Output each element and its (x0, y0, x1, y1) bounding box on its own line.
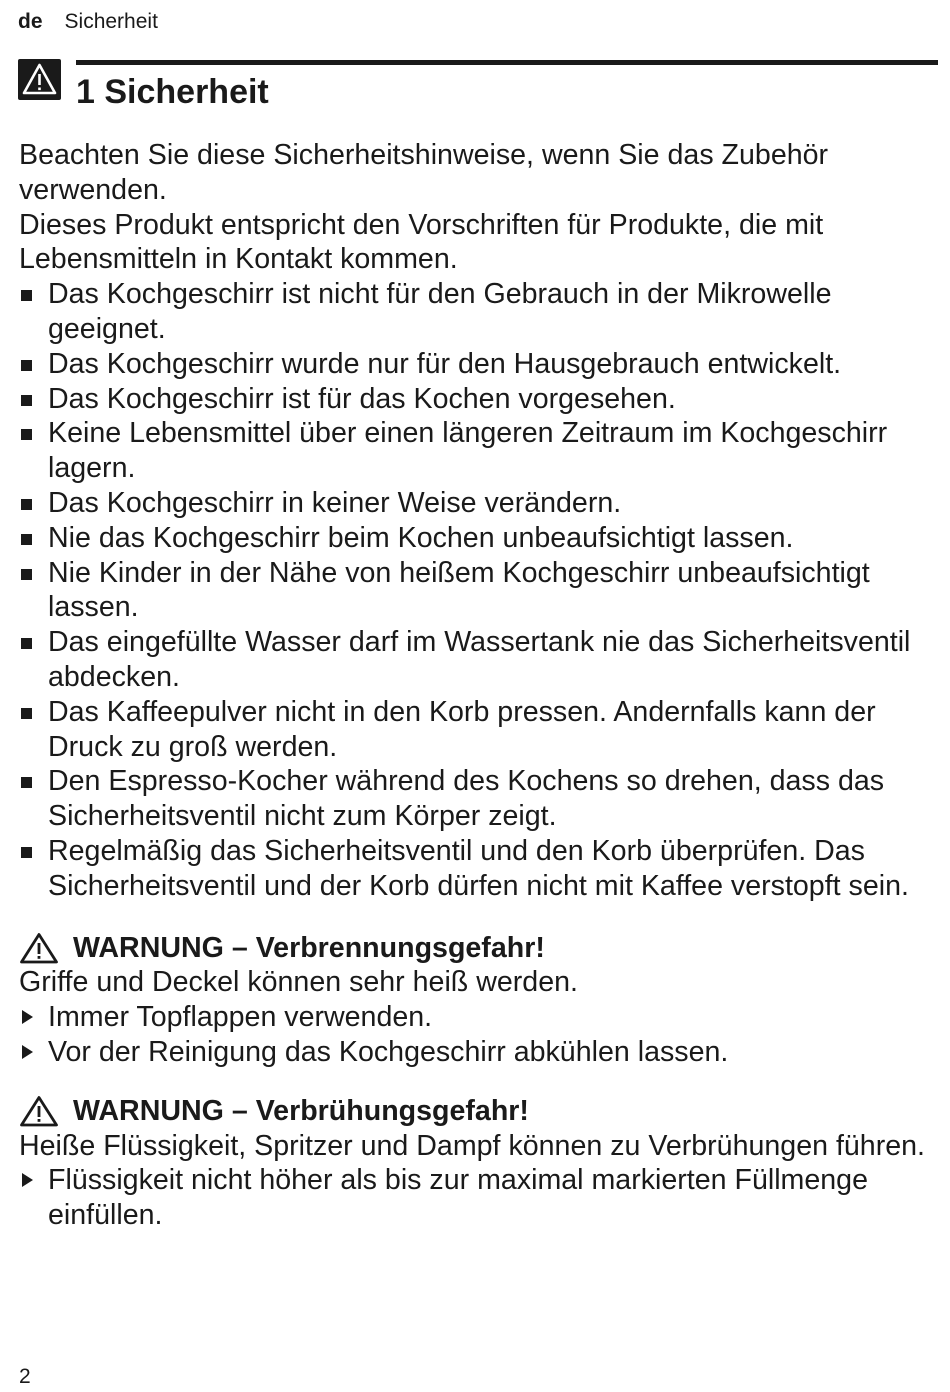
section-rule (76, 60, 938, 65)
warning-heading (19, 931, 938, 966)
warning-text: Griffe und Deckel können sehr heiß werden. (19, 966, 578, 999)
square-bullet-icon (21, 638, 32, 649)
square-bullet-icon (21, 429, 32, 440)
safety-list (19, 277, 938, 903)
square-bullet-icon (21, 395, 32, 406)
language-code: de (18, 10, 43, 33)
arrow-bullet-icon (22, 1010, 33, 1024)
square-bullet-icon (21, 290, 32, 301)
warning-scald (19, 1094, 938, 1233)
document-body (19, 138, 938, 1233)
warning-title: WARNUNG – Verbrennungsgefahr! (73, 931, 545, 964)
safety-item: Nie das Kochgeschirr beim Kochen unbeaufsichtigt lassen. (19, 521, 938, 556)
safety-item: Das eingefüllte Wasser darf im Wassertank nie das Sicherheitsventil abdecken. (19, 625, 938, 695)
safety-item: Nie Kinder in der Nähe von heißem Kochgeschirr unbeaufsichtigt lassen. (19, 556, 938, 626)
warning-title: WARNUNG – Verbrühungsgefahr! (73, 1094, 529, 1127)
safety-item: Den Espresso-Kocher während des Kochens so drehen, dass das Sicherheitsventil nicht zum Körper zeigt. (19, 764, 938, 834)
square-bullet-icon (21, 534, 32, 545)
action-list (19, 1000, 938, 1070)
square-bullet-icon (21, 360, 32, 371)
square-bullet-icon (21, 499, 32, 510)
warning-heading (19, 1094, 938, 1129)
action-item: Immer Topflappen verwenden. (19, 1000, 938, 1035)
intro-paragraph: Dieses Produkt entspricht den Vorschriften für Produkte, die mit Lebensmitteln in Kontakt kommen. (19, 208, 824, 276)
safety-item: Regelmäßig das Sicherheitsventil und den Korb überprüfen. Das Sicherheitsventil und der Korb dürfen nicht mit Kaffee verstopft sein. (19, 834, 938, 904)
warning-triangle-icon (19, 1095, 59, 1127)
square-bullet-icon (21, 777, 32, 788)
header-section-name: Sicherheit (64, 10, 158, 33)
warning-triangle-icon (18, 59, 61, 100)
safety-item: Keine Lebensmittel über einen längeren Zeitraum im Kochgeschirr lagern. (19, 416, 938, 486)
square-bullet-icon (21, 847, 32, 858)
action-list (19, 1163, 938, 1233)
intro-paragraph: Beachten Sie diese Sicherheitshinweise, wenn Sie das Zubehör verwenden. (19, 139, 829, 206)
safety-item: Das Kochgeschirr wurde nur für den Hausgebrauch entwickelt. (19, 347, 938, 382)
arrow-bullet-icon (22, 1045, 33, 1059)
safety-item: Das Kochgeschirr ist nicht für den Gebrauch in der Mikrowelle geeignet. (19, 277, 938, 347)
safety-item: Das Kochgeschirr in keiner Weise verändern. (19, 486, 938, 521)
action-item: Vor der Reinigung das Kochgeschirr abkühlen lassen. (19, 1035, 938, 1070)
page-number: 2 (19, 1365, 31, 1388)
warning-text: Heiße Flüssigkeit, Spritzer und Dampf können zu Verbrühungen führen. (19, 1129, 925, 1162)
square-bullet-icon (21, 569, 32, 580)
square-bullet-icon (21, 708, 32, 719)
section-title: 1 Sicherheit (76, 73, 269, 111)
safety-item: Das Kaffeepulver nicht in den Korb pressen. Andernfalls kann der Druck zu groß werden. (19, 695, 938, 765)
action-item: Flüssigkeit nicht höher als bis zur maximal markierten Füllmenge einfüllen. (19, 1163, 938, 1233)
safety-item: Das Kochgeschirr ist für das Kochen vorgesehen. (19, 382, 938, 417)
page-header (18, 9, 158, 35)
warning-burn (19, 931, 938, 1070)
warning-triangle-icon (19, 932, 59, 964)
arrow-bullet-icon (22, 1173, 33, 1187)
